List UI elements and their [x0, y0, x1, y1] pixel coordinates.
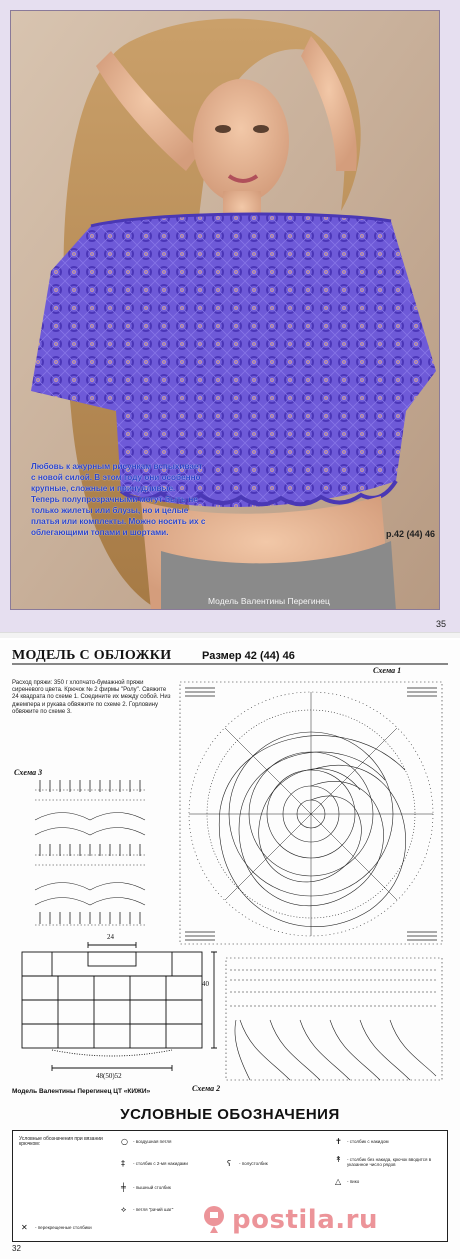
footer-credit: Модель Валентины Перегинец ЦТ «КИЖИ»	[12, 1088, 151, 1095]
legend-box	[12, 1130, 448, 1242]
schema-3-diagram	[35, 780, 145, 925]
half-double-icon: ʕ	[227, 1159, 232, 1168]
instructions-text: Расход пряжи: 350 г хлопчато-бумажной пряжи сиреневого цвета. Крючок № 2 фирмы "Ролу". Свяжите 24 квадрата по схеме 1. Соедините их между собой. Низ джемпера и рукава обвяжите по схеме 2. Горловину обвяжите по схеме 3.	[12, 680, 171, 715]
treble-crochet-icon: ✝	[335, 1137, 342, 1146]
chain-stitch-icon: ○	[121, 1137, 128, 1146]
page-number: 32	[12, 1244, 21, 1253]
legend-puff-stitch: - пышный столбик	[133, 1185, 171, 1190]
legend-crab-stitch: - петля "рачий шаг"	[133, 1207, 174, 1212]
cover-photo	[10, 10, 440, 610]
picot-icon: △	[335, 1177, 342, 1186]
schema-1-label: Схема 1	[373, 666, 402, 675]
legend-double-crochet: - столбик с 2-мя накидами	[133, 1161, 188, 1166]
crab-stitch-icon: ⟡	[121, 1205, 127, 1214]
size-label: р.42 (44) 46	[386, 529, 436, 539]
page-divider	[0, 632, 460, 638]
dim-top: 24	[107, 933, 114, 941]
spike-stitch-icon: ↟	[335, 1155, 342, 1164]
schema-3-label: Схема 3	[14, 768, 43, 777]
watermark-pin-icon	[198, 1202, 230, 1234]
legend-crossed-stitch: - перекрещенные столбики	[35, 1225, 92, 1230]
legend-title: УСЛОВНЫЕ ОБОЗНАЧЕНИЯ	[120, 1106, 340, 1123]
legend-intro: Условные обозначения при вязании крючком:	[19, 1136, 103, 1148]
size-header: Размер 42 (44) 46	[202, 650, 295, 662]
puff-stitch-icon: ╪	[121, 1183, 126, 1192]
legend-chain-stitch: - воздушная петля	[133, 1139, 172, 1144]
schema-2-label: Схема 2	[192, 1084, 221, 1093]
magazine-page-32	[0, 640, 460, 1259]
crossed-stitch-icon: ✕	[21, 1223, 28, 1232]
garment-schematic	[22, 942, 217, 1071]
photo-caption: Любовь к ажурным рисункам вспыхивает с новой силой. В этом году они особенно крупные, сложные и причудливые. Теперь полупрозрачными могут быть не только жилеты или блузы, но и целые платья или комплекты. Можно носить их с облегающими топами и шортами.	[31, 462, 206, 537]
legend-treble-crochet: - столбик с накидом	[347, 1139, 389, 1144]
dim-bottom: 48(50)52	[96, 1072, 122, 1080]
dim-side: 40	[202, 980, 209, 988]
page-number: 35	[436, 619, 447, 629]
double-crochet-icon: ‡	[121, 1159, 125, 1168]
model-title: МОДЕЛЬ С ОБЛОЖКИ	[12, 648, 172, 663]
model-credit: Модель Валентины Перегинец	[208, 596, 330, 606]
legend-picot: - пико	[347, 1179, 360, 1184]
watermark: postila.ru	[232, 1205, 378, 1235]
schema-2-diagram	[226, 958, 442, 1080]
legend-half-double: - полустолбик	[239, 1161, 268, 1166]
legend-spike-stitch: - столбик без накида, крючок вводится в указанное число рядов	[347, 1157, 432, 1168]
schema-1-diagram	[180, 682, 442, 944]
